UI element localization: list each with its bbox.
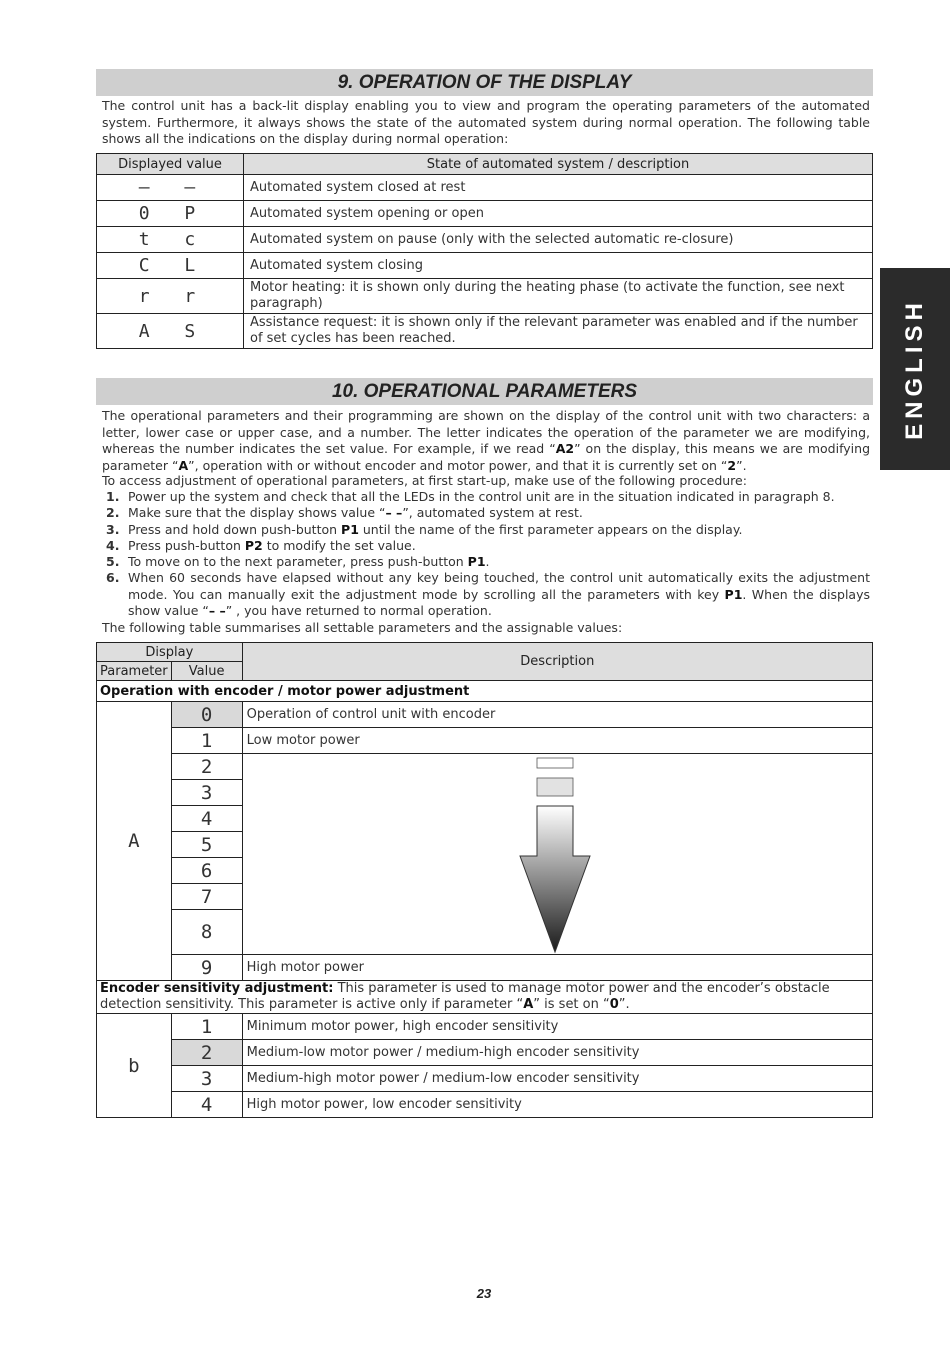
col-parameter: Parameter [97,662,172,681]
section-10-title: 10. OPERATIONAL PARAMETERS [96,378,873,405]
group-b-title: Encoder sensitivity adjustment: This parameter is used to manage motor power and the encoder’s obstacle detection sensitivity. This parameter is active only if parameter “A” is set on “0”. [97,981,873,1014]
summary-text: The following table summarises all settable parameters and the assignable values: [102,620,623,635]
display-desc: Automated system closed at rest [244,175,873,201]
value-desc: Low motor power [242,728,872,754]
list-item: 2. Make sure that the display shows value “– –”, automated system at rest. [106,505,583,521]
table-row [97,1040,873,1066]
value-desc: Medium-low motor power / medium-high encoder sensitivity [242,1040,872,1066]
list-item: 5. To move on to the next parameter, press push-button P1. [106,554,490,570]
table-row [97,1066,873,1092]
col-displayed-value: Displayed value [97,154,244,175]
display-code: t c [97,227,244,253]
table-row [97,754,873,780]
table-row [97,702,873,728]
page-number: 23 [476,1286,492,1301]
display-code: – – [97,175,244,201]
value-desc: Minimum motor power, high encoder sensitivity [242,1014,872,1040]
display-desc: Motor heating: it is shown only during the heating phase (to activate the function, see next paragraph) [244,279,873,314]
access-text: To access adjustment of operational parameters, at first start-up, make use of the following procedure: [102,473,747,488]
value-desc: Operation of control unit with encoder [242,702,872,728]
value-cell: 1 [171,728,242,754]
value-cell: 4 [171,806,242,832]
table-row [97,279,873,314]
table-row [97,728,873,754]
display-desc: Automated system opening or open [244,201,873,227]
value-cell: 1 [171,1014,242,1040]
value-cell: 5 [171,832,242,858]
display-desc: Automated system on pause (only with the selected automatic re-closure) [244,227,873,253]
down-arrow-icon [505,756,605,956]
parameter-b: b [97,1014,172,1118]
value-cell: 6 [171,858,242,884]
procedure-steps [102,489,870,619]
display-desc: Automated system closing [244,253,873,279]
value-desc: High motor power [242,955,872,981]
list-item: 3. Press and hold down push-button P1 until the name of the first parameter appears on the display. [106,521,743,537]
section-9-title: 9. OPERATION OF THE DISPLAY [96,69,873,96]
display-table [96,153,873,349]
col-display: Display [97,643,243,662]
value-cell: 3 [171,1066,242,1092]
value-cell: 0 [171,702,242,728]
table-row [97,314,873,349]
value-cell: 9 [171,955,242,981]
table-row [97,253,873,279]
col-state-description: State of automated system / description [244,154,873,175]
table-row [97,1092,873,1118]
language-tab: ENGLISH [880,268,950,470]
group-a-title: Operation with encoder / motor power adjustment [97,681,873,702]
value-cell: 2 [171,1040,242,1066]
value-cell: 4 [171,1092,242,1118]
display-code: r r [97,279,244,314]
parameter-a: A [97,702,172,981]
table-row [97,1014,873,1040]
display-code: 0 P [97,201,244,227]
list-item: 4. Press push-button P2 to modify the set value. [106,537,416,553]
section-9-intro: The control unit has a back-lit display enabling you to view and program the operating parameters of the automated system. Furthermore, it always shows the state of the automated system during normal operation. The following table shows all the indications on the display during normal operation: [102,98,870,146]
col-description: Description [242,643,872,681]
display-code: A S [97,314,244,349]
parameters-table [96,642,873,1118]
section-10-intro: The operational parameters and their programming are shown on the display of the control unit with two characters: a letter, lower case or upper case, and a number. The letter indicates the operation of the parameter we are modifying, whereas the number indicates the set value. For example, if we read “A2” on the display, this means we are modifying parameter “A”, operation with or without encoder and motor power, and that it is currently set on “2”. [102,408,870,473]
list-item: 6. When 60 seconds have elapsed without any key being touched, the control unit automatically exits the adjustment mode. You can manually exit the adjustment mode by scrolling all the parameters with key P1. When the displays show value “– –” , you have returned to normal operation. [106,570,870,619]
power-arrow-cell [242,754,872,955]
table-row [97,955,873,981]
value-cell: 2 [171,754,242,780]
value-cell: 8 [171,910,242,955]
table-row [97,201,873,227]
table-row [97,227,873,253]
value-cell: 3 [171,780,242,806]
col-value: Value [171,662,242,681]
value-desc: Medium-high motor power / medium-low encoder sensitivity [242,1066,872,1092]
table-row [97,175,873,201]
list-item: 1. Power up the system and check that all the LEDs in the control unit are in the situation indicated in paragraph 8. [106,489,835,504]
value-desc: High motor power, low encoder sensitivity [242,1092,872,1118]
display-code: C L [97,253,244,279]
value-cell: 7 [171,884,242,910]
display-desc: Assistance request: it is shown only if the relevant parameter was enabled and if the number of set cycles has been reached. [244,314,873,349]
